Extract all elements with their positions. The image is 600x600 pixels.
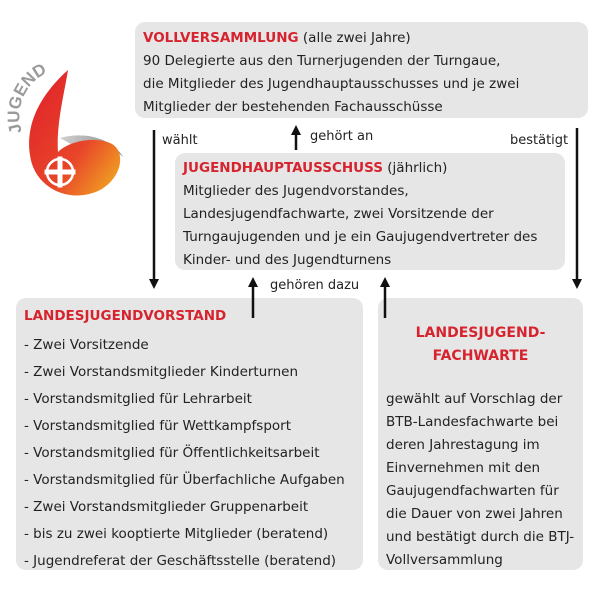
list-item: - Jugendreferat der Geschäftsstelle (beratend) bbox=[24, 548, 355, 575]
landesjugendfachwarte-line: Vollversammlung bbox=[386, 552, 503, 568]
landesjugendfachwarte-line: Einvernehmen mit den bbox=[386, 460, 541, 476]
bestaetigt-label: bestätigt bbox=[510, 133, 569, 148]
landesjugendvorstand-title: LANDESJUGENDVORSTAND bbox=[24, 308, 227, 324]
waehlt-label: wählt bbox=[162, 133, 198, 148]
vollversammlung-title: VOLLVERSAMMLUNG bbox=[143, 30, 299, 46]
list-item: - Zwei Vorstandsmitglieder Gruppenarbeit bbox=[24, 494, 355, 521]
gehoeren-dazu-label: gehören dazu bbox=[270, 278, 360, 293]
landesjugendfachwarte-line: deren Jahrestagung im bbox=[386, 437, 540, 453]
gehoert-an-label: gehört an bbox=[310, 129, 374, 144]
logo-text: JUGEND bbox=[4, 59, 50, 136]
list-item: - Zwei Vorstandsmitglieder Kinderturnen bbox=[24, 359, 355, 386]
vollversammlung-line: Mitglieder der bestehenden Fachausschüsse bbox=[143, 99, 443, 115]
jugendhauptausschuss-line: Landesjugendfachwarte, zwei Vorsitzende der bbox=[183, 206, 494, 222]
vollversammlung-line: 90 Delegierte aus den Turnerjugenden der Turngaue, bbox=[143, 53, 501, 69]
vollversammlung-line: die Mitglieder des Jugendhauptausschusses und je zwei bbox=[143, 76, 520, 92]
landesjugendfachwarte-title-line: LANDESJUGEND- bbox=[415, 325, 546, 341]
jugendhauptausschuss-suffix: (jährlich) bbox=[387, 160, 448, 176]
landesjugendfachwarte-title-line: FACHWARTE bbox=[432, 348, 529, 364]
landesjugendfachwarte-line: und bestätigt durch die BTJ- bbox=[386, 529, 575, 545]
landesjugendfachwarte-line: die Dauer von zwei Jahren bbox=[386, 506, 563, 522]
landesjugendfachwarte-line: gewählt auf Vorschlag der bbox=[386, 391, 563, 407]
list-item: - Vorstandsmitglied für Wettkampfsport bbox=[24, 413, 355, 440]
list-item: - bis zu zwei kooptierte Mitglieder (beratend) bbox=[24, 521, 355, 548]
jugendhauptausschuss-line: Mitglieder des Jugendvorstandes, bbox=[183, 183, 409, 199]
list-item: - Vorstandsmitglied für Lehrarbeit bbox=[24, 386, 355, 413]
landesjugendfachwarte-line: BTB-Landesfachwarte bei bbox=[386, 414, 559, 430]
jugendhauptausschuss-line: Turngaujugenden und je ein Gaujugendvertreter des bbox=[183, 229, 538, 245]
vollversammlung-suffix: (alle zwei Jahre) bbox=[302, 30, 411, 46]
jugendhauptausschuss-title: JUGENDHAUPTAUSSCHUSS bbox=[183, 160, 383, 176]
list-item: - Zwei Vorsitzende bbox=[24, 332, 355, 359]
list-item: - Vorstandsmitglied für Überfachliche Aufgaben bbox=[24, 467, 355, 494]
list-item: - Vorstandsmitglied für Öffentlichkeitsarbeit bbox=[24, 440, 355, 467]
landesjugendfachwarte-line: Gaujugendfachwarten für bbox=[386, 483, 559, 499]
jugendhauptausschuss-line: Kinder- und des Jugendturnens bbox=[183, 252, 392, 268]
